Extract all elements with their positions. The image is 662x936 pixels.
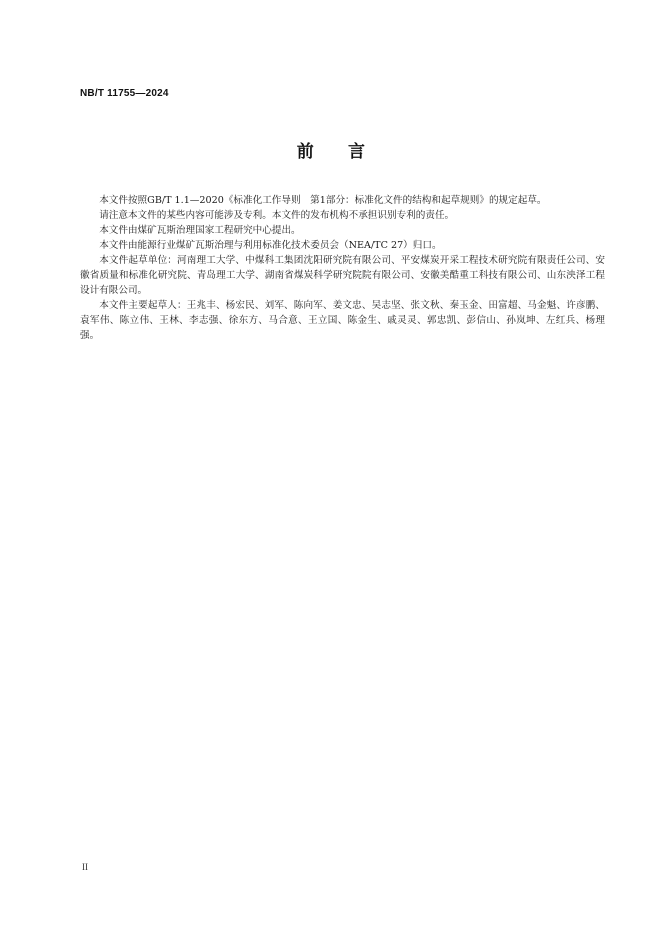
page-title-part-1: 前: [296, 142, 314, 162]
foreword-body: [80, 193, 605, 343]
page-title: [0, 137, 662, 162]
paragraph-drafting-organizations: 本文件起草单位：河南理工大学、中煤科工集团沈阳研究院有限公司、平安煤炭开采工程技术研究院有限责任公司、安徽省质量和标准化研究院、青岛理工大学、湖南省煤炭科学研究院院有限公司、安徽美酷重工科技有限公司、山东泱泽工程设计有限公司。: [80, 255, 605, 296]
page-title-part-2: 言: [348, 142, 366, 162]
paragraph-drafters: 本文件主要起草人：王兆丰、杨宏民、刘军、陈向军、姜文忠、吴志坚、张文秋、秦玉金、田富超、马金魁、许彦鹏、袁军伟、陈立伟、王林、李志强、徐东方、马合意、王立国、陈金生、戚灵灵、郭忠凯、彭信山、孙岚坤、左红兵、杨理强。: [80, 300, 605, 341]
paragraph-patent-notice: 请注意本文件的某些内容可能涉及专利。本文件的发布机构不承担识别专利的责任。: [99, 210, 455, 221]
standard-code: NB/T 11755—2024: [80, 88, 169, 99]
page-number: II: [82, 862, 88, 872]
paragraph-proposed-by: 本文件由煤矿瓦斯治理国家工程研究中心提出。: [99, 225, 301, 236]
paragraph-centralized-by: 本文件由能源行业煤矿瓦斯治理与利用标准化技术委员会（NEA/TC 27）归口。: [99, 240, 442, 251]
paragraph-drafting-rules: 本文件按照GB/T 1.1—2020《标准化工作导则 第1部分：标准化文件的结构和起草规则》的规定起草。: [99, 195, 547, 206]
